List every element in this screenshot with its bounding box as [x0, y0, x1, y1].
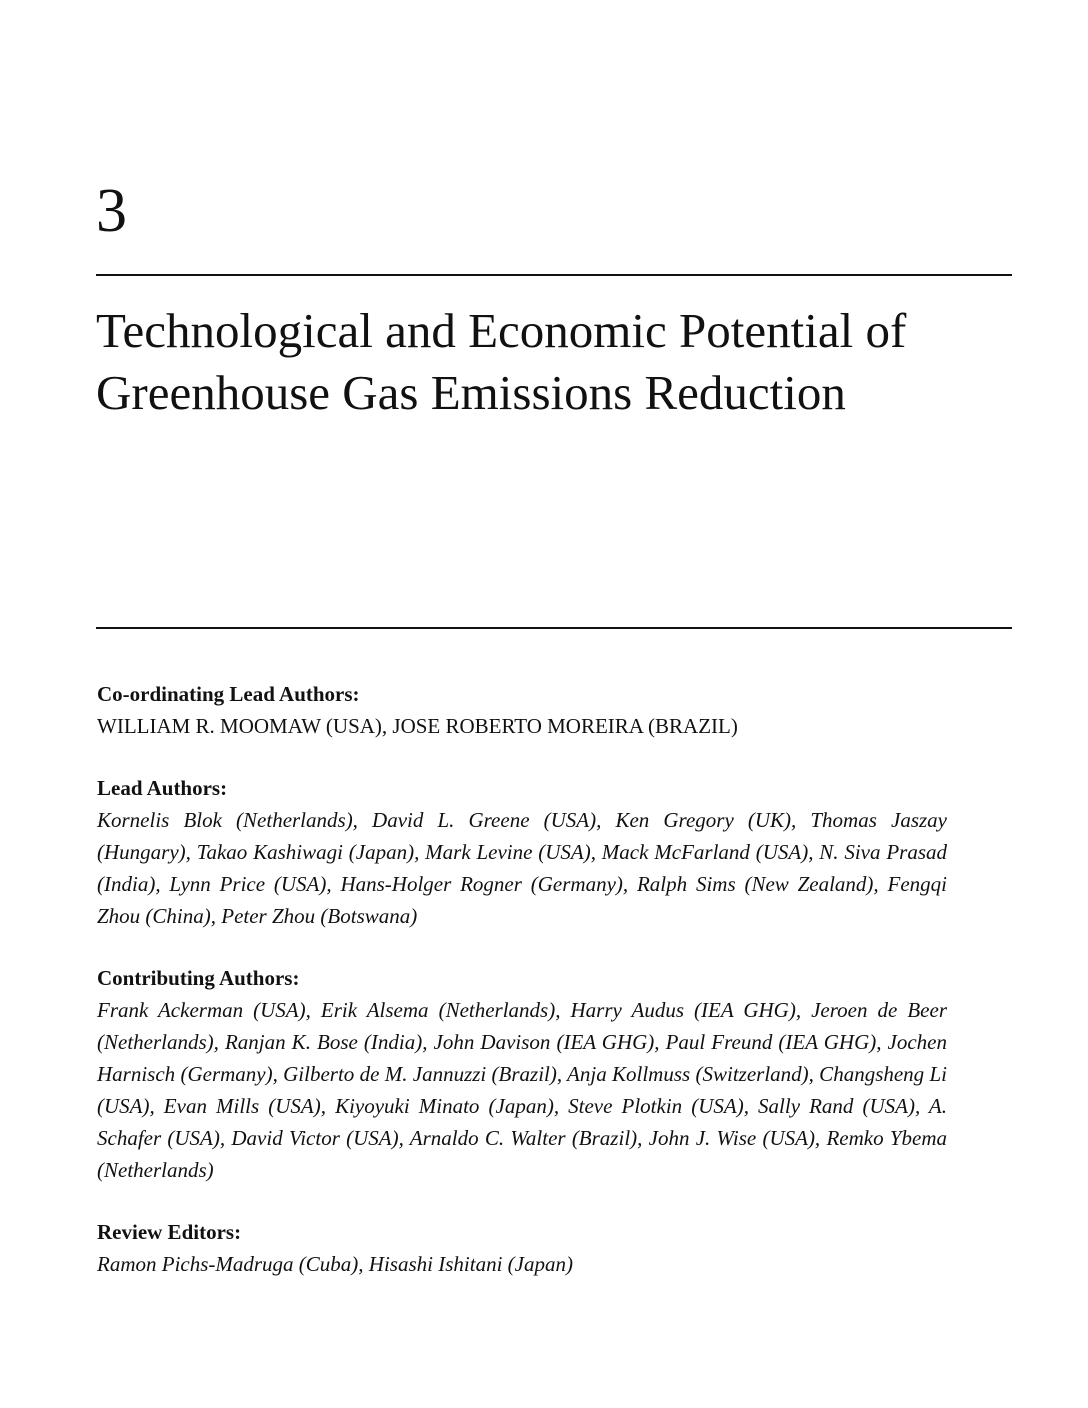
coordinating-lead-authors-heading: Co-ordinating Lead Authors:: [97, 682, 360, 706]
coordinating-lead-authors-names: WILLIAM R. MOOMAW (USA), JOSE ROBERTO MOREIRA (BRAZIL): [97, 714, 738, 738]
lead-authors-heading: Lead Authors:: [97, 776, 228, 800]
title-top-rule: [96, 274, 1012, 276]
lead-authors-section: [97, 772, 947, 932]
contributing-authors-names: Frank Ackerman (USA), Erik Alsema (Netherlands), Harry Audus (IEA GHG), Jeroen de Beer (Netherlands), Ranjan K. Bose (India), John Davison (IEA GHG), Paul Freund (IEA GHG), Jochen Harnisch (Germany), Gilberto de M. Jannuzzi (Brazil), Anja Kollmuss (Switzerland), Changsheng Li (USA), Evan Mills (USA), Kiyoyuki Minato (Japan), Steve Plotkin (USA), Sally Rand (USA), A. Schafer (USA), David Victor (USA), Arnaldo C. Walter (Brazil), John J. Wise (USA), Remko Ybema (Netherlands): [97, 998, 947, 1182]
lead-authors-names: Kornelis Blok (Netherlands), David L. Greene (USA), Ken Gregory (UK), Thomas Jaszay (Hungary), Takao Kashiwagi (Japan), Mark Levine (USA), Mack McFarland (USA), N. Siva Prasad (India), Lynn Price (USA), Hans-Holger Rogner (Germany), Ralph Sims (New Zealand), Fengqi Zhou (China), Peter Zhou (Botswana): [97, 808, 947, 928]
contributing-authors-heading: Contributing Authors:: [97, 966, 300, 990]
chapter-title: [96, 300, 1012, 424]
chapter-title-line-1: Technological and Economic Potential of: [96, 303, 907, 358]
title-bottom-rule: [96, 627, 1012, 629]
authors-block: [97, 678, 947, 1310]
chapter-title-line-2: Greenhouse Gas Emissions Reduction: [96, 365, 846, 420]
review-editors-names: Ramon Pichs-Madruga (Cuba), Hisashi Ishitani (Japan): [97, 1252, 573, 1276]
chapter-number: 3: [96, 177, 127, 245]
review-editors-heading: Review Editors:: [97, 1220, 242, 1244]
review-editors-section: [97, 1216, 947, 1280]
coordinating-lead-authors-section: [97, 678, 947, 742]
contributing-authors-section: [97, 962, 947, 1186]
